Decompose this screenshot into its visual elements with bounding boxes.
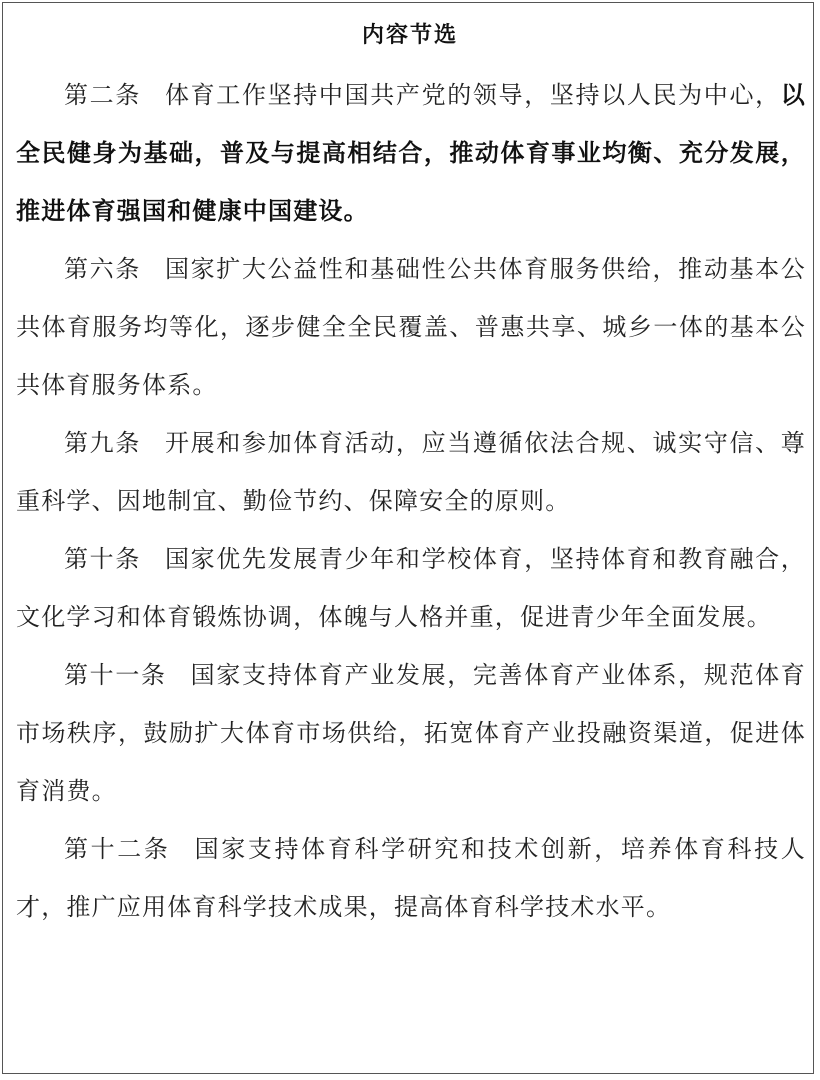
article-bold-text: 以全民健身为基础，普及与提高相结合，推动体育事业均衡、充分发展，推进体育强国和健康中国建设。 [16,80,806,225]
article-text: 国家支持体育科学研究和技术创新，培养体育科技人才，推广应用体育科学技术成果，提高体育科学技术水平。 [16,835,806,921]
article-number: 第十二条 [64,835,171,863]
article-text: 国家支持体育产业发展，完善体育产业体系，规范体育市场秩序，鼓励扩大体育市场供给，拓宽体育产业投融资渠道，促进体育消费。 [16,661,806,805]
article-text: 国家优先发展青少年和学校体育，坚持体育和教育融合，文化学习和体育锻炼协调，体魄与人格并重，促进青少年全面发展。 [16,545,806,631]
article-number: 第十条 [64,545,141,573]
article-11 [16,646,806,820]
article-6 [16,240,806,414]
document-body [16,66,806,936]
article-number: 第九条 [64,429,141,457]
article-2 [16,66,806,240]
article-number: 第十一条 [64,661,167,689]
article-number: 第二条 [64,81,141,109]
article-10 [16,530,806,646]
document-title: 内容节选 [361,22,458,48]
article-9 [16,414,806,530]
article-number: 第六条 [64,255,141,283]
article-text: 开展和参加体育活动，应当遵循依法合规、诚实守信、尊重科学、因地制宜、勤俭节约、保障安全的原则。 [16,429,806,515]
article-text: 国家扩大公益性和基础性公共体育服务供给，推动基本公共体育服务均等化，逐步健全全民覆盖、普惠共享、城乡一体的基本公共体育服务体系。 [16,255,806,399]
article-12 [16,820,806,936]
article-text: 体育工作坚持中国共产党的领导，坚持以人民为中心， [164,81,781,109]
